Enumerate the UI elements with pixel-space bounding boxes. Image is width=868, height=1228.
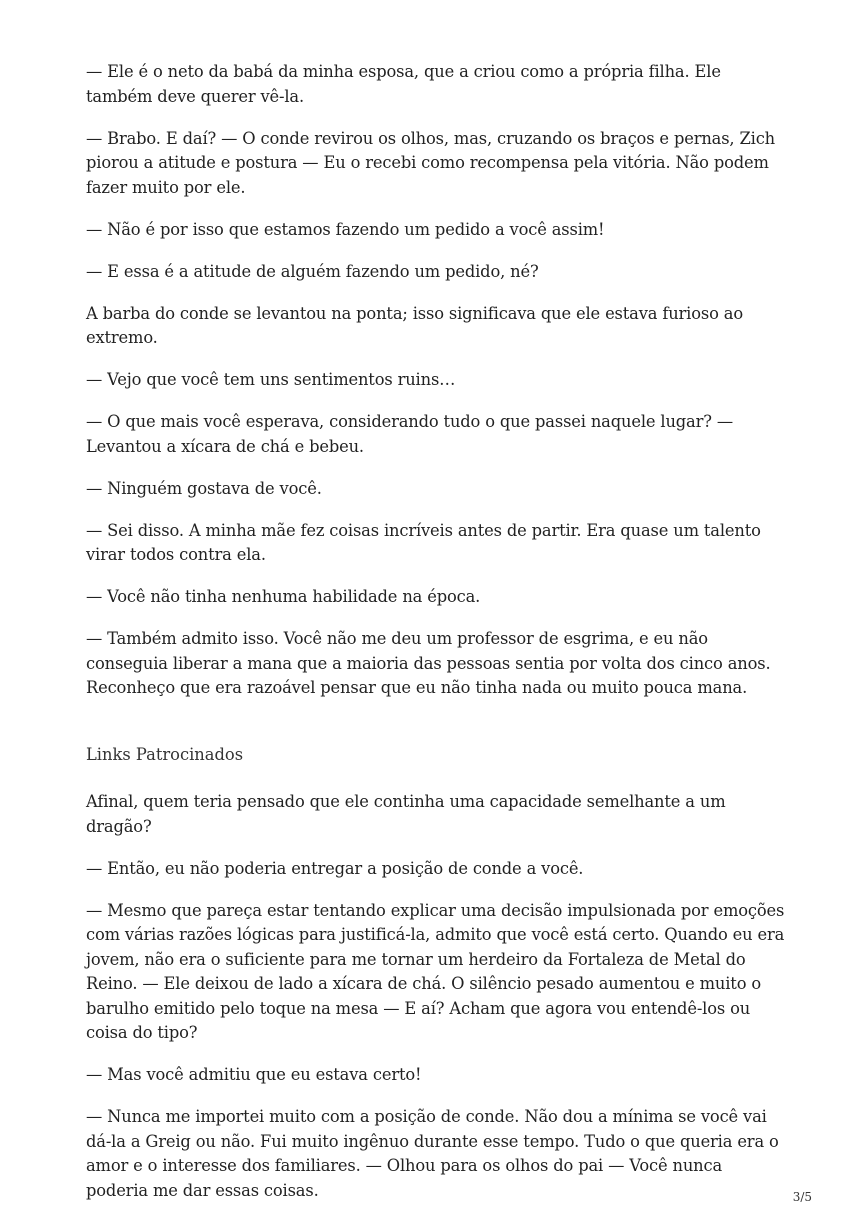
paragraph: — Ele é o neto da babá da minha esposa, que a criou como a própria filha. Ele também deve querer vê-la. [86,62,721,106]
paragraph: — Mesmo que pareça estar tentando explicar uma decisão impulsionada por emoções com várias razões lógicas para justificá-la, admito que você está certo. Quando eu era jovem, não era o suficiente para me tornar um herdeiro da Fortaleza de Metal do Reino. — Ele deixou de lado a xícara de chá. O silêncio pesado aumentou e muito o barulho emitido pelo toque na mesa — E aí? Acham que agora vou entendê-los ou coisa do tipo? [86,900,785,1042]
paragraph: — O que mais você esperava, considerando tudo o que passei naquele lugar? — Levantou a xícara de chá e bebeu. [86,412,733,456]
paragraph: — Nunca me importei muito com a posição de conde. Não dou a mínima se você vai dá-la a Greig ou não. Fui muito ingênuo durante esse tempo. Tudo o que queria era o amor e o interesse dos familiares. — Olhou para os olhos do pai — Você nunca poderia me dar essas coisas. [86,1107,779,1200]
paragraph: — Não é por isso que estamos fazendo um pedido a você assim! [86,219,605,239]
paragraphs-top [86,60,786,701]
paragraph: — Mas você admitiu que eu estava certo! [86,1065,422,1084]
paragraphs-bottom [86,790,786,1203]
paragraph: — Brabo. E daí? — O conde revirou os olhos, mas, cruzando os braços e pernas, Zich piorou a atitude e postura — Eu o recebi como recompensa pela vitória. Não podem fazer muito por ele. [86,128,776,197]
document-body [86,60,786,1221]
paragraph: — Vejo que você tem uns sentimentos ruins… [86,370,456,389]
paragraph: — Então, eu não poderia entregar a posição de conde a você. [86,858,584,878]
paragraph: — E essa é a atitude de alguém fazendo um pedido, né? [86,261,539,281]
paragraph: — Ninguém gostava de você. [86,478,322,498]
paragraph: — Sei disso. A minha mãe fez coisas incríveis antes de partir. Era quase um talento virar todos contra ela. [86,520,761,564]
paragraph: A barba do conde se levantou na ponta; isso significava que ele estava furioso ao extremo. [86,303,743,347]
sponsored-links-label: Links Patrocinados [86,744,244,764]
page-number: 3/5 [792,1190,812,1204]
paragraph: — Também admito isso. Você não me deu um professor de esgrima, e eu não conseguia liberar a mana que a maioria das pessoas sentia por volta dos cinco anos. Reconheço que era razoável pensar que eu não tinha nada ou muito pouca mana. [86,629,771,697]
paragraph: — Você não tinha nenhuma habilidade na época. [86,587,481,606]
paragraph: Afinal, quem teria pensado que ele continha uma capacidade semelhante a um dragão? [86,792,726,836]
